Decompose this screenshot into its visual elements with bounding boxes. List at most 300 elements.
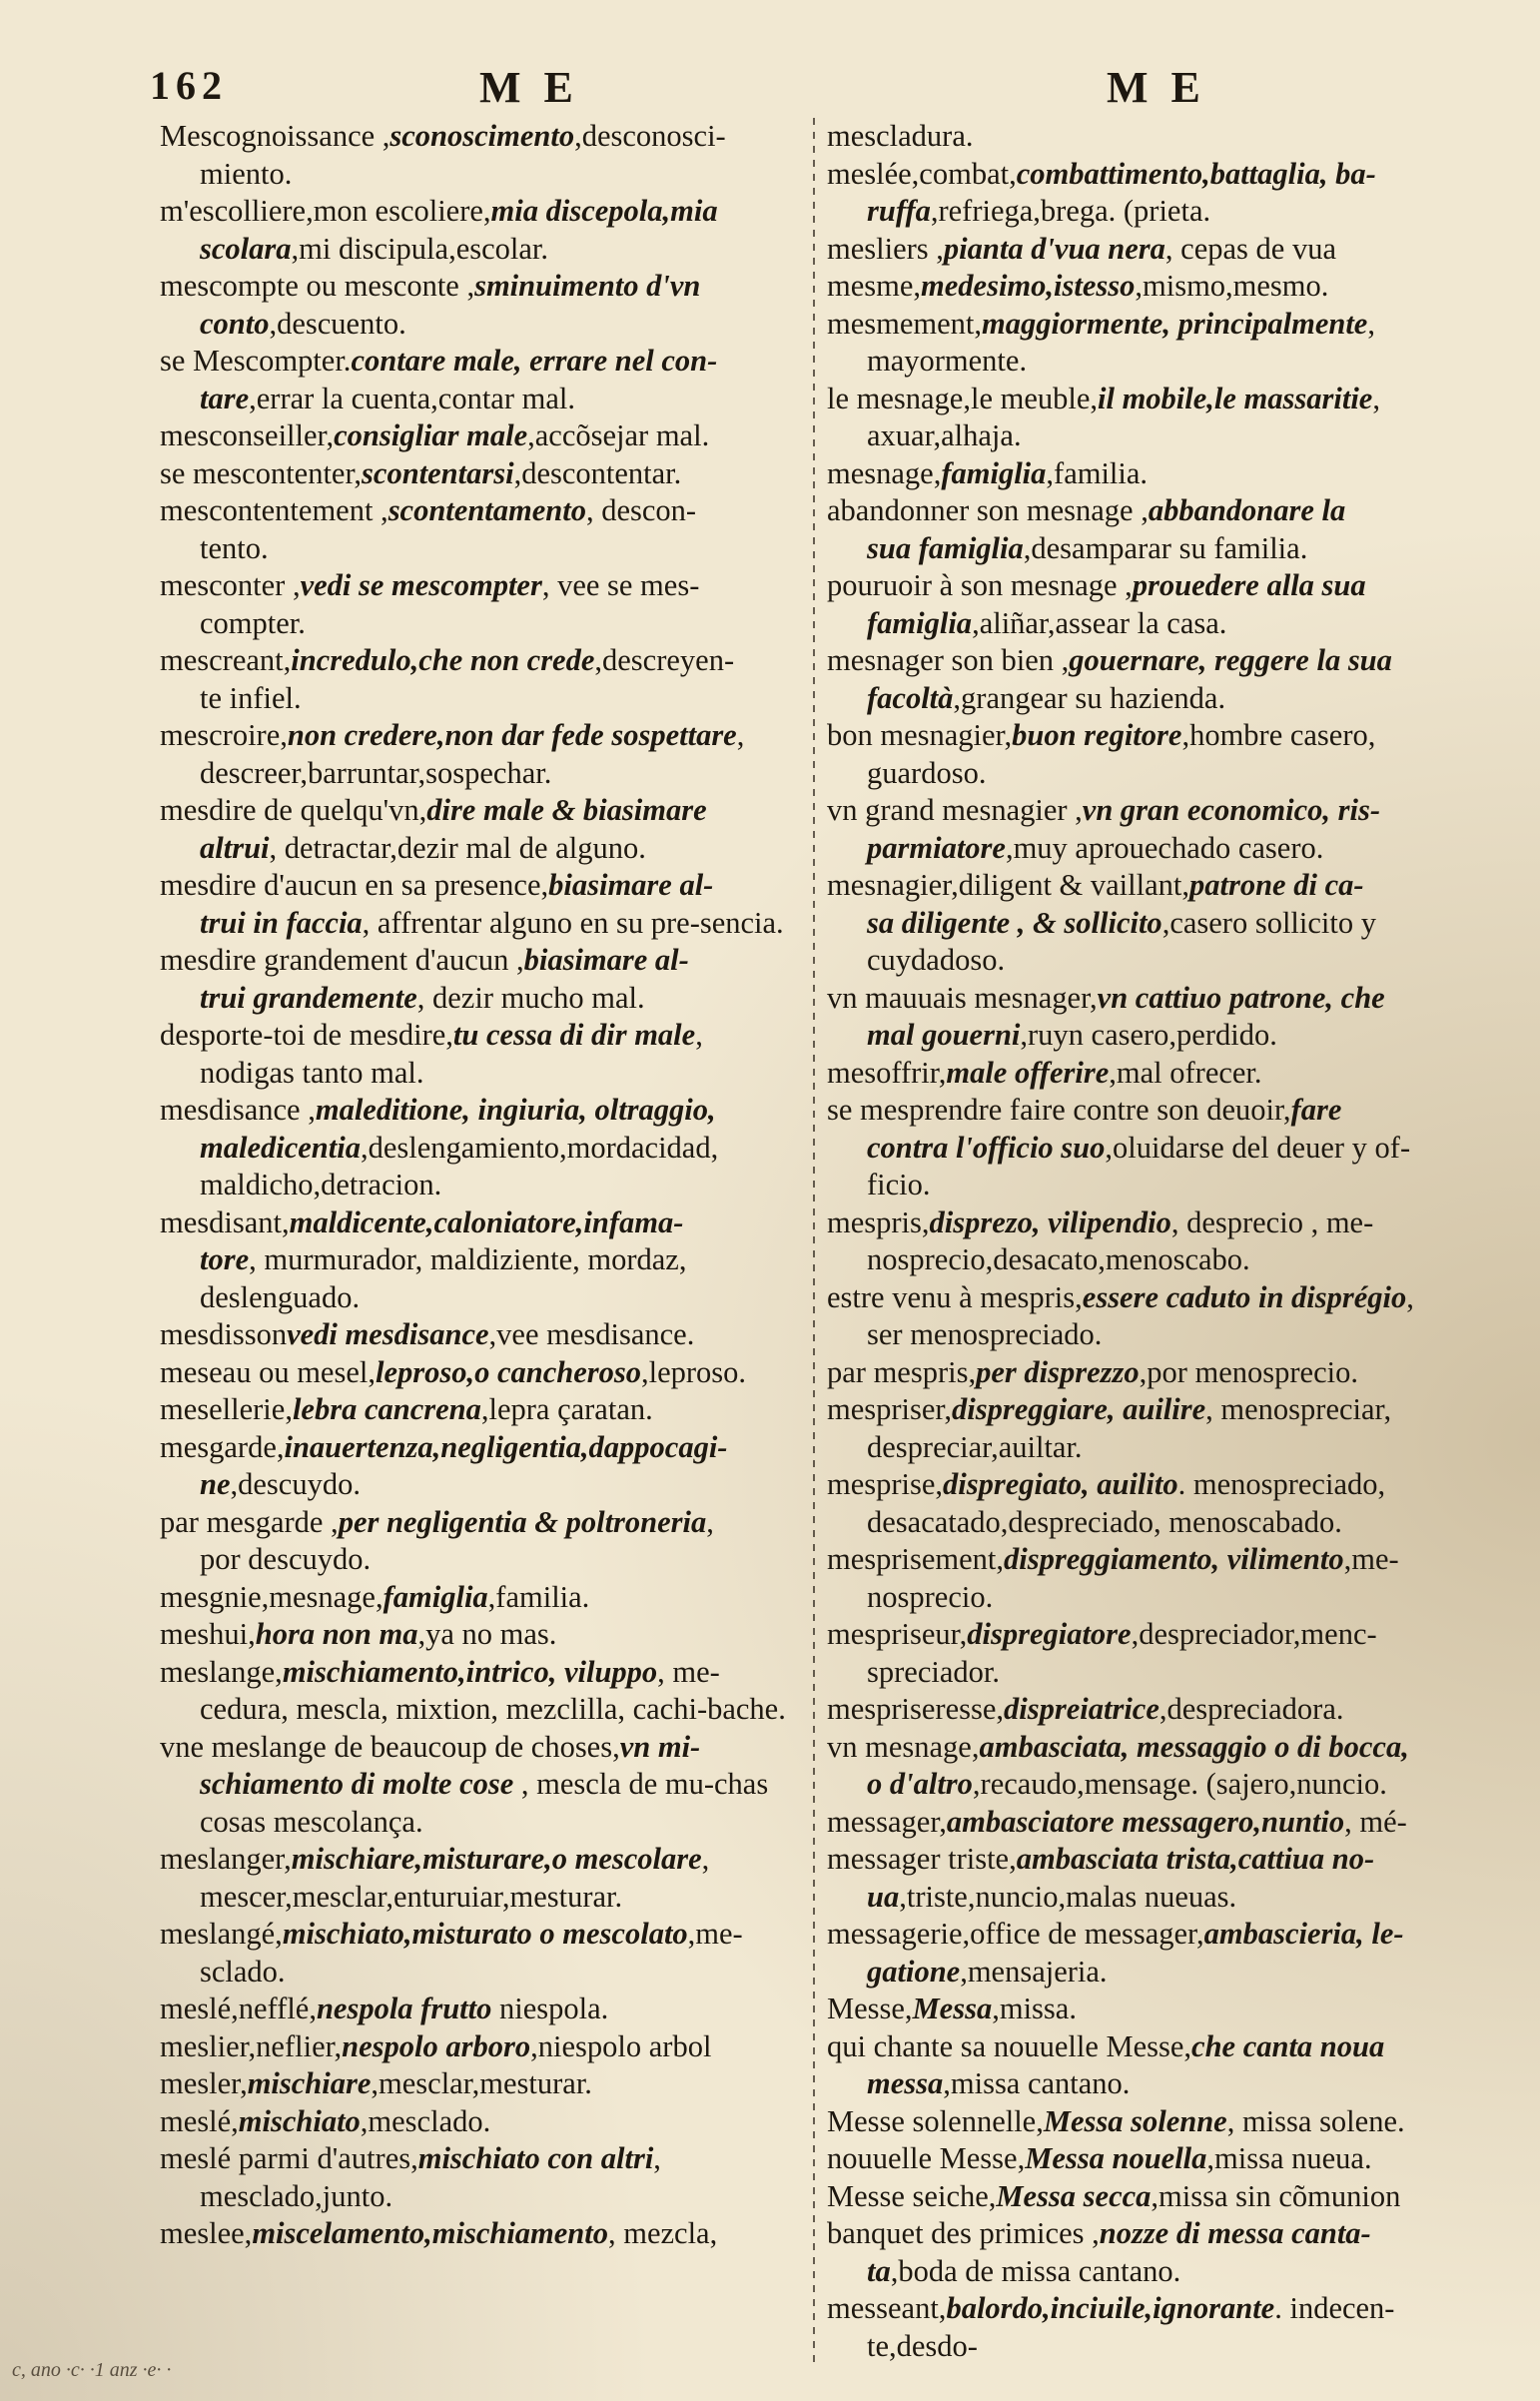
french-headword: le mesnage,le meuble, (827, 381, 1099, 415)
spanish-gloss: ,por menosprecio. (1139, 1354, 1358, 1389)
dictionary-entry (160, 2065, 809, 2103)
french-headword: mesellerie, (160, 1392, 293, 1426)
italian-gloss: dire male & biasimare (426, 793, 707, 827)
dictionary-entry (827, 1092, 1466, 1204)
italian-gloss: famiglia (383, 1579, 488, 1614)
dictionary-entry (827, 1204, 1466, 1279)
spanish-gloss: ,aliñar,assear la casa. (972, 605, 1227, 640)
spanish-gloss: ,grangear su hazienda. (953, 680, 1226, 715)
dictionary-entry (160, 193, 809, 268)
spanish-gloss: , (1367, 306, 1375, 341)
spanish-gloss: ,errar la cuenta,contar mal. (249, 381, 575, 415)
italian-gloss: per negligentia & poltroneria (338, 1504, 707, 1539)
dictionary-entry (827, 642, 1466, 717)
italian-gloss: gatione (867, 1954, 961, 1989)
entry-continuation (827, 2253, 1466, 2291)
dictionary-entry (827, 1616, 1466, 1691)
italian-gloss: biasimare al- (548, 868, 714, 902)
italian-gloss: altrui (200, 830, 270, 865)
italian-gloss: ruffa (867, 194, 931, 228)
dictionary-entry (827, 2140, 1466, 2178)
french-headword: bon mesnagier, (827, 718, 1013, 752)
dictionary-entry (827, 2103, 1466, 2141)
french-headword: meslé,nefflé, (160, 1992, 317, 2025)
italian-gloss: dispreiatrice (1004, 1692, 1159, 1726)
entry-continuation (827, 343, 1466, 381)
italian-gloss: tare (200, 381, 250, 415)
italian-gloss: scontentamento (387, 493, 586, 527)
italian-gloss: mischiato,misturato o mescolato (282, 1917, 688, 1951)
italian-gloss: scontentarsi (362, 455, 514, 490)
italian-gloss: sconoscimento (389, 119, 575, 153)
spanish-gloss: ,missa sin cõmunion (1151, 2178, 1401, 2213)
spanish-gloss: , detractar,dezir mal de alguno. (269, 830, 646, 865)
french-headword: Messe seiche, (827, 2178, 997, 2213)
entry-continuation (827, 1879, 1466, 1917)
french-headword: vn mauuais mesnager, (827, 980, 1098, 1015)
entry-continuation (827, 1579, 1466, 1617)
french-headword: desporte-toi de mesdire, (160, 1018, 453, 1052)
french-headword: mesler, (160, 2066, 248, 2100)
french-headword: mescompte ou mesconte , (160, 269, 475, 303)
french-headword: meslangé, (160, 1917, 283, 1951)
dictionary-entry (827, 306, 1466, 381)
dictionary-entry (827, 1055, 1466, 1093)
spanish-gloss: ,vee mesdisance. (488, 1317, 695, 1351)
spanish-gloss: niespola. (491, 1992, 609, 2025)
french-headword: mesprise, (827, 1467, 944, 1501)
entry-continuation (160, 306, 809, 344)
dictionary-entry (827, 980, 1466, 1055)
dictionary-entry (827, 717, 1466, 792)
spanish-gloss: ,mensajeria. (960, 1954, 1108, 1989)
french-headword: par mespris, (827, 1354, 977, 1389)
french-headword: vn grand mesnagier , (827, 793, 1083, 827)
spanish-gloss: ,despreciador,menc- (1131, 1617, 1377, 1651)
french-headword: nouuelle Messe, (827, 2141, 1026, 2175)
italian-gloss: Messa nouella (1025, 2141, 1207, 2175)
french-headword: mesme, (827, 269, 922, 303)
italian-gloss: vn mi- (619, 1729, 701, 1764)
spanish-gloss: ser menospreciado. (867, 1317, 1103, 1351)
entry-continuation (827, 1017, 1466, 1055)
italian-gloss: sminuimento d'vn (474, 269, 701, 303)
dictionary-entry (827, 1841, 1466, 1916)
dictionary-entry (160, 1316, 809, 1354)
dictionary-entry (160, 492, 809, 567)
italian-gloss: ua (867, 1879, 900, 1914)
italian-gloss: medesimo,istesso (921, 269, 1136, 303)
french-headword: se Mescompter. (160, 344, 352, 378)
french-headword: meslée,combat, (827, 156, 1017, 191)
dictionary-entry (827, 792, 1466, 867)
dictionary-entry (160, 792, 809, 867)
dictionary-entry (160, 567, 809, 642)
right-column (827, 118, 1466, 2365)
spanish-gloss: nodigas tanto mal. (200, 1055, 424, 1090)
french-headword: mespris, (827, 1204, 930, 1239)
entry-continuation (160, 2178, 809, 2216)
spanish-gloss: ,familia. (487, 1579, 590, 1614)
spanish-gloss: ,me- (687, 1917, 743, 1951)
spanish-gloss: ,mismo,mesmo. (1135, 269, 1329, 303)
italian-gloss: mischiamento,intrico, viluppo (282, 1654, 658, 1689)
dictionary-entry (827, 268, 1466, 306)
dictionary-entry (827, 567, 1466, 642)
french-headword: pouruoir à son mesnage , (827, 568, 1133, 602)
dictionary-entry (827, 118, 1466, 156)
italian-gloss: abbandonare la (1148, 493, 1346, 527)
italian-gloss: per disprezzo (976, 1354, 1140, 1389)
entry-continuation (827, 1654, 1466, 1692)
entry-continuation (160, 381, 809, 418)
spanish-gloss: nosprecio,desacato,menoscabo. (867, 1242, 1250, 1276)
italian-gloss: combattimento,battaglia, ba- (1016, 156, 1376, 191)
entry-continuation (160, 605, 809, 643)
italian-gloss: nozze di messa canta- (1099, 2216, 1371, 2250)
spanish-gloss: . menospreciado, (1177, 1467, 1386, 1501)
italian-gloss: maledicentia (200, 1130, 361, 1165)
entry-continuation (827, 1429, 1466, 1467)
italian-gloss: sua famiglia (867, 530, 1024, 565)
entry-continuation (827, 1316, 1466, 1354)
dictionary-entry (827, 1991, 1466, 2028)
dictionary-entry (827, 455, 1466, 493)
entry-continuation (827, 755, 1466, 793)
italian-gloss: tore (200, 1242, 250, 1276)
italian-gloss: ambasciata, messaggio o di bocca, (979, 1729, 1409, 1764)
italian-gloss: Messa secca (996, 2178, 1152, 2213)
french-headword: banquet des primices , (827, 2216, 1100, 2250)
spanish-gloss: mescladura. (827, 119, 974, 153)
spanish-gloss: , vee se mes- (541, 568, 700, 602)
italian-gloss: tu cessa di dir male (452, 1018, 696, 1052)
french-headword: vne meslange de beaucoup de choses, (160, 1729, 620, 1764)
dictionary-entry (160, 1092, 809, 1204)
dictionary-entry (827, 1729, 1466, 1804)
italian-gloss: biasimare al- (523, 943, 689, 977)
entry-continuation (827, 1504, 1466, 1542)
dictionary-entry (160, 1729, 809, 1842)
italian-gloss: che canta noua (1191, 2028, 1385, 2063)
spanish-gloss: ,triste,nuncio,malas nueuas. (899, 1879, 1237, 1914)
italian-gloss: sa diligente , & sollicito (867, 905, 1162, 940)
dictionary-entry (160, 1354, 809, 1392)
italian-gloss: balordo,inciuile,ignorante (946, 2291, 1275, 2325)
spanish-gloss: , (706, 1504, 714, 1539)
spanish-gloss: , descon- (585, 493, 697, 527)
spanish-gloss: ,niespolo arbol (530, 2028, 712, 2063)
dictionary-entry (160, 118, 809, 193)
italian-gloss: mischiato con altri (417, 2141, 654, 2175)
spanish-gloss: mescer,mesclar,enturuiar,mesturar. (200, 1879, 623, 1914)
spanish-gloss: , (653, 2141, 661, 2175)
dictionary-entry (827, 1804, 1466, 1842)
italian-gloss: vedi se mescompter (300, 568, 542, 602)
italian-gloss: ambasciata trista,cattiua no- (1016, 1842, 1375, 1876)
french-headword: mesliers , (827, 231, 944, 266)
spanish-gloss: ,oluidarse del deuer y of-ficio. (867, 1130, 1411, 1201)
spanish-gloss: mayormente. (867, 344, 1028, 378)
spanish-gloss: compter. (200, 605, 306, 640)
dictionary-entry (827, 867, 1466, 980)
spanish-gloss: te,desdo- (867, 2328, 978, 2363)
entry-continuation (160, 1954, 809, 1992)
italian-gloss: mischiato (238, 2103, 361, 2138)
french-headword: mesmement, (827, 306, 983, 341)
spanish-gloss: despreciar,auiltar. (867, 1429, 1083, 1464)
french-headword: mescroire, (160, 718, 288, 752)
spanish-gloss: ,leproso. (641, 1354, 747, 1389)
spanish-gloss: ,mesclado. (360, 2103, 491, 2138)
french-headword: mesdire grandement d'aucun , (160, 943, 524, 977)
spanish-gloss: , (695, 1018, 703, 1052)
italian-gloss: messa (867, 2066, 944, 2100)
french-headword: meslier,neflier, (160, 2028, 343, 2063)
dictionary-entry (160, 1991, 809, 2028)
dictionary-entry (160, 1504, 809, 1579)
italian-gloss: Messa (912, 1992, 993, 2025)
dictionary-entry (160, 717, 809, 792)
spanish-gloss: nosprecio. (867, 1579, 994, 1614)
italian-gloss: ta (867, 2253, 891, 2288)
italian-gloss: non credere,non dar fede sospettare (287, 718, 737, 752)
italian-gloss: patrone di ca- (1189, 868, 1364, 902)
entry-continuation (160, 1766, 809, 1841)
italian-gloss: essere caduto in disprégio (1082, 1279, 1407, 1314)
spanish-gloss: descreer,barruntar,sospechar. (200, 755, 552, 790)
italian-gloss: nespola frutto (316, 1992, 492, 2025)
spanish-gloss: ,muy aprouechado casero. (1005, 830, 1324, 865)
french-headword: m'escolliere,mon escoliere, (160, 194, 491, 228)
spanish-gloss: por descuydo. (200, 1542, 372, 1576)
dictionary-entry (160, 867, 809, 942)
spanish-gloss: mesclado,junto. (200, 2178, 393, 2213)
italian-gloss: parmiatore (867, 830, 1006, 865)
spanish-gloss: , me- (657, 1654, 720, 1689)
french-headword: se mescontenter, (160, 455, 363, 490)
spanish-gloss: ,missa. (992, 1992, 1077, 2025)
italian-gloss: consigliar male (334, 418, 528, 452)
french-headword: mesgnie,mesnage, (160, 1579, 384, 1614)
french-headword: meslé, (160, 2103, 239, 2138)
spanish-gloss: , affrentar alguno en su pre-sencia. (362, 905, 784, 940)
entry-continuation (827, 1241, 1466, 1279)
french-headword: mespriser, (827, 1392, 952, 1426)
italian-gloss: leproso,o cancheroso (375, 1354, 642, 1389)
spanish-gloss: ,recaudo,mensage. (sajero,nuncio. (972, 1767, 1387, 1801)
spanish-gloss: , cepas de vua (1164, 231, 1336, 266)
italian-gloss: gouernare, reggere la sua (1069, 643, 1392, 677)
entry-continuation (160, 830, 809, 868)
french-headword: Messe, (827, 1992, 913, 2025)
running-head-left: M E (479, 63, 579, 112)
spanish-gloss: guardoso. (867, 755, 987, 790)
spanish-gloss: ,descreyen- (594, 643, 735, 677)
italian-gloss: mischiare,misturare,o mescolare (291, 1842, 702, 1876)
french-headword: mesdire de quelqu'vn, (160, 793, 427, 827)
entry-continuation (827, 905, 1466, 980)
french-headword: abandonner son mesnage , (827, 493, 1149, 527)
dictionary-entry (160, 455, 809, 493)
french-headword: estre venu à mespris, (827, 1279, 1083, 1314)
french-headword: mesconseiller, (160, 418, 335, 452)
spanish-gloss: , mezcla, (608, 2216, 718, 2250)
french-headword: mesnager son bien , (827, 643, 1070, 677)
spanish-gloss: ,mesclar,mesturar. (371, 2066, 592, 2100)
dictionary-entry (827, 231, 1466, 269)
entry-continuation (827, 680, 1466, 718)
italian-gloss: scolara (200, 231, 292, 266)
entry-continuation (827, 1766, 1466, 1804)
spanish-gloss: ,boda de missa cantano. (890, 2253, 1181, 2288)
margin-marks: c, ano ·c· ·1 anz ·e· · (12, 2359, 172, 2381)
spanish-gloss: . indecen- (1274, 2291, 1395, 2325)
french-headword: Mescognoissance , (160, 119, 390, 153)
dictionary-entry (827, 1691, 1466, 1729)
french-headword: mesdire d'aucun en sa presence, (160, 868, 549, 902)
spanish-gloss: axuar,alhaja. (867, 418, 1022, 452)
dictionary-entry (827, 381, 1466, 455)
dictionary-entry (160, 2140, 809, 2215)
spanish-gloss: , mé- (1344, 1804, 1407, 1839)
french-headword: se mesprendre faire contre son deuoir, (827, 1093, 1291, 1127)
italian-gloss: inauertenza,negligentia,dappocagi- (284, 1429, 728, 1464)
entry-continuation (827, 530, 1466, 568)
italian-gloss: lebra cancrena (292, 1392, 481, 1426)
french-headword: mescreant, (160, 643, 292, 677)
italian-gloss: dispreggiare, auilire (951, 1392, 1206, 1426)
dictionary-entry (160, 1391, 809, 1429)
spanish-gloss: , murmurador, maldiziente, mordaz, deslenguado. (200, 1242, 687, 1314)
italian-gloss: maleditione, ingiuria, oltraggio, (315, 1093, 716, 1127)
entry-continuation (827, 2065, 1466, 2103)
spanish-gloss: ,accõsejar mal. (527, 418, 710, 452)
spanish-gloss: ,refriega,brega. (prieta. (930, 194, 1211, 228)
spanish-gloss: , (1406, 1279, 1414, 1314)
spanish-gloss: spreciador. (867, 1654, 1000, 1689)
dictionary-entry (827, 1279, 1466, 1354)
french-headword: meslee, (160, 2216, 253, 2250)
spanish-gloss: ,despreciadora. (1158, 1692, 1344, 1726)
spanish-gloss: , missa solene. (1226, 2103, 1405, 2138)
italian-gloss: famiglia (867, 605, 973, 640)
spanish-gloss: ,missa nueua. (1206, 2141, 1372, 2175)
dictionary-entry (160, 268, 809, 343)
french-headword: meslé parmi d'autres, (160, 2141, 418, 2175)
spanish-gloss: ,casero sollicito y cuydadoso. (867, 905, 1376, 977)
french-headword: meshui, (160, 1617, 256, 1651)
italian-gloss: fare (1290, 1093, 1342, 1127)
entry-continuation (160, 1879, 809, 1917)
spanish-gloss: tento. (200, 530, 269, 565)
french-headword: qui chante sa nouuelle Messe, (827, 2028, 1192, 2063)
spanish-gloss: miento. (200, 156, 293, 191)
french-headword: meslange, (160, 1654, 283, 1689)
entry-continuation (827, 830, 1466, 868)
italian-gloss: disprezo, vilipendio (929, 1204, 1171, 1239)
french-headword: mescontentement , (160, 493, 388, 527)
entry-continuation (160, 1541, 809, 1579)
spanish-gloss: ,descuydo. (230, 1467, 361, 1501)
spanish-gloss: te infiel. (200, 680, 302, 715)
entry-continuation (160, 680, 809, 718)
italian-gloss: contare male, errare nel con- (351, 344, 718, 378)
spanish-gloss: , desprecio , me- (1170, 1204, 1374, 1239)
spanish-gloss: , (736, 718, 745, 752)
dictionary-entry (160, 343, 809, 417)
french-headword: mesdisson (160, 1317, 288, 1351)
spanish-gloss: ,descontentar. (513, 455, 682, 490)
dictionary-entry (827, 1466, 1466, 1541)
spanish-gloss: ,familia. (1046, 455, 1149, 490)
entry-continuation (827, 2328, 1466, 2366)
italian-gloss: ne (200, 1467, 231, 1501)
dictionary-entry (160, 1579, 809, 1617)
entry-continuation (827, 193, 1466, 231)
entry-continuation (160, 1130, 809, 1204)
french-headword: mesprisement, (827, 1542, 1005, 1576)
dictionary-entry (160, 2215, 809, 2253)
spanish-gloss: , (1372, 381, 1380, 415)
italian-gloss: nespolo arboro (342, 2028, 531, 2063)
french-headword: mesnage, (827, 455, 942, 490)
dictionary-entry (827, 2178, 1466, 2216)
dictionary-entry (827, 2028, 1466, 2103)
spanish-gloss: , (701, 1842, 710, 1876)
french-headword: mesnagier,diligent & vaillant, (827, 868, 1189, 902)
spanish-gloss: ,lepra çaratan. (480, 1392, 653, 1426)
entry-continuation (160, 530, 809, 568)
italian-gloss: pianta d'vua nera (943, 231, 1165, 266)
french-headword: mesoffrir, (827, 1055, 947, 1090)
french-headword: messagerie,office de messager, (827, 1917, 1204, 1951)
italian-gloss: maldicente,caloniatore,infama- (289, 1204, 684, 1239)
italian-gloss: conto (200, 306, 270, 341)
french-headword: vn mesnage, (827, 1729, 980, 1764)
french-headword: mespriseresse, (827, 1692, 1005, 1726)
spanish-gloss: ,hombre casero, (1181, 718, 1376, 752)
dictionary-entry (160, 2028, 809, 2066)
french-headword: meslanger, (160, 1842, 292, 1876)
entry-continuation (160, 231, 809, 269)
italian-gloss: Messa solenne (1043, 2103, 1227, 2138)
french-headword: mesdisance , (160, 1093, 316, 1127)
dictionary-entry (160, 642, 809, 717)
dictionary-entry (160, 1204, 809, 1317)
entry-continuation (827, 1130, 1466, 1204)
italian-gloss: ambasciatore messagero,nuntio (946, 1804, 1345, 1839)
french-headword: par mesgarde , (160, 1504, 339, 1539)
spanish-gloss: ,ruyn casero,perdido. (1020, 1018, 1277, 1052)
entry-continuation (160, 1691, 809, 1729)
dictionary-entry (827, 1354, 1466, 1392)
spanish-gloss: ,descuento. (269, 306, 406, 341)
spanish-gloss: ,desconosci- (574, 119, 726, 153)
italian-gloss: buon regitore (1012, 718, 1182, 752)
french-headword: messeant, (827, 2291, 947, 2325)
entry-continuation (827, 1954, 1466, 1992)
spanish-gloss: sclado. (200, 1954, 286, 1989)
dictionary-entry (160, 942, 809, 1017)
entry-continuation (827, 605, 1466, 643)
dictionary-entry (827, 1916, 1466, 1991)
spanish-gloss: ,deslengamiento,mordacidad, maldicho,detracion. (200, 1130, 719, 1201)
spanish-gloss: ,desamparar su familia. (1023, 530, 1308, 565)
left-column (160, 118, 809, 2253)
french-headword: messager triste, (827, 1842, 1017, 1876)
italian-gloss: il mobile,le massaritie (1098, 381, 1373, 415)
